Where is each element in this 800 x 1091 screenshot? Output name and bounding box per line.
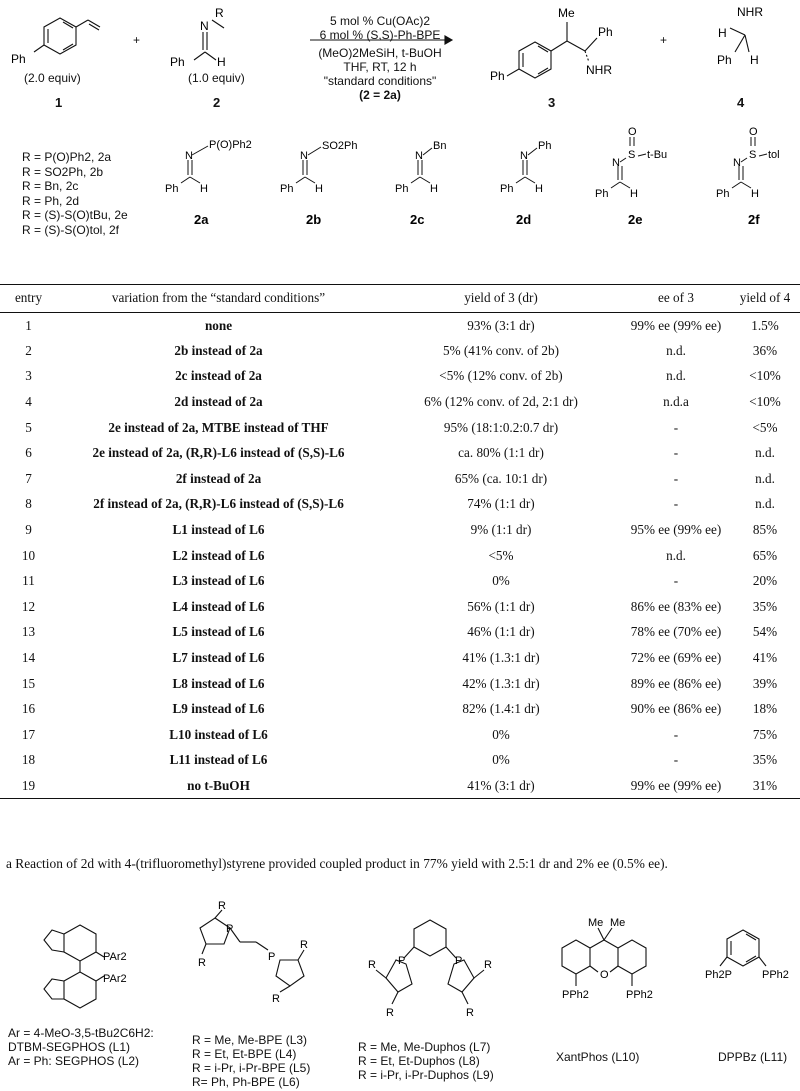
- imine-2e-sub: t-Bu: [647, 149, 668, 161]
- dppbz-label: DPPBz (L11): [718, 1050, 788, 1064]
- cell-yield: 0%: [492, 752, 510, 768]
- col-ee3: ee of 3: [622, 285, 730, 313]
- cell-ee: 86% ee (83% ee): [630, 598, 722, 614]
- cell-y4: 36%: [752, 342, 778, 358]
- r-item: R = Ph, 2d: [22, 193, 80, 208]
- table-row: [0, 389, 800, 415]
- cell-yield: 41% (3:1 dr): [380, 773, 622, 799]
- cell-y4: 35%: [752, 598, 778, 614]
- results-table: [0, 284, 800, 799]
- cell-variation: L9 instead of L6: [172, 701, 265, 717]
- cell-variation: no t-BuOH: [57, 773, 380, 799]
- imine-2f-s: S: [749, 149, 757, 161]
- cell-variation: L5 instead of L6: [172, 624, 265, 640]
- cell-ee: -: [673, 470, 679, 486]
- cell-ee: n.d.: [666, 547, 686, 563]
- table-body: [0, 313, 800, 799]
- cell-yield: 42% (1.3:1 dr): [462, 675, 540, 691]
- duphos-p1: P: [398, 955, 406, 967]
- table-row: [0, 568, 800, 594]
- cell-entry: 6: [25, 445, 32, 461]
- segphos-line: Ar = 4-MeO-3,5-tBu2C6H2:: [8, 1026, 154, 1040]
- cmpd4-ph: Ph: [717, 53, 732, 67]
- xantphos-o: O: [600, 969, 609, 981]
- xantphos-me2: Me: [610, 917, 626, 929]
- cell-variation: 2b instead of 2a: [174, 342, 263, 358]
- bpe-r3: R: [300, 939, 308, 951]
- duphos-r2: R: [386, 1007, 394, 1019]
- r-item: R = P(O)Ph2, 2a: [22, 150, 112, 164]
- cmpd2-equiv: (1.0 equiv): [188, 71, 245, 85]
- imine-2d-ph: Ph: [500, 183, 514, 195]
- cmpd2-n: N: [200, 19, 209, 33]
- cond-line-5: "standard conditions": [323, 74, 437, 88]
- imine-2c-num: 2c: [410, 212, 425, 227]
- r-item: R = (S)-S(O)tBu, 2e: [22, 208, 128, 222]
- cmpd1-equiv: (2.0 equiv): [24, 71, 81, 85]
- imine-2d-num: 2d: [516, 212, 532, 227]
- bpe-r1: R: [218, 900, 226, 912]
- imine-2f-n: N: [733, 157, 741, 169]
- cell-ee: -: [673, 573, 679, 589]
- r-item: R = SO2Ph, 2b: [22, 164, 104, 179]
- cell-entry: 4: [25, 394, 32, 410]
- cond-line-2: 6 mol % (S,S)-Ph-BPE: [319, 28, 441, 42]
- imine-2d-sub: Ph: [538, 140, 552, 152]
- cmpd2-h: H: [217, 55, 226, 69]
- col-variation: variation from the “standard conditions”: [57, 285, 380, 313]
- cmpd3-nhr: NHR: [586, 63, 612, 77]
- r-item: R = (S)-S(O)tol, 2f: [22, 222, 120, 237]
- cell-variation: 2f instead of 2a: [175, 470, 262, 486]
- segphos-line: DTBM-SEGPHOS (L1): [8, 1040, 131, 1054]
- cell-yield: <5%: [488, 547, 514, 563]
- table-row: [0, 748, 800, 774]
- segphos-line: Ar = Ph: SEGPHOS (L2): [8, 1054, 140, 1068]
- cell-y4: <5%: [752, 419, 778, 435]
- cmpd2-num: 2: [213, 95, 221, 110]
- cell-y4: n.d.: [755, 445, 775, 461]
- cmpd3-num: 3: [548, 95, 556, 110]
- cell-entry: 5: [25, 419, 32, 435]
- cell-entry: 9: [25, 522, 32, 538]
- cell-yield: 0%: [492, 573, 510, 589]
- cell-ee: 89% ee (86% ee): [630, 675, 722, 691]
- cell-y4: <10%: [749, 368, 781, 384]
- table-row: [0, 466, 800, 492]
- imine-2b-ph: Ph: [280, 183, 294, 195]
- cell-entry: 13: [21, 624, 36, 640]
- xantphos-label: XantPhos (L10): [556, 1050, 640, 1064]
- cmpd2-r: R: [215, 6, 224, 20]
- segphos-par2-bottom: PAr2: [103, 973, 127, 985]
- cell-entry: 11: [22, 573, 35, 589]
- table-header-row: [0, 285, 800, 313]
- imine-2e-ph: Ph: [595, 188, 609, 200]
- ligand-panel: [0, 900, 800, 1091]
- cell-variation: L8 instead of L6: [172, 675, 265, 691]
- bpe-line: R = i-Pr, i-Pr-BPE (L5): [192, 1061, 311, 1075]
- imine-2e-s: S: [628, 149, 636, 161]
- cell-variation: L11 instead of L6: [169, 752, 268, 768]
- cell-ee: 99% ee (99% ee): [630, 317, 722, 333]
- cell-entry: 17: [21, 726, 36, 742]
- cell-entry: 3: [25, 368, 32, 384]
- table-row: [0, 620, 800, 646]
- cell-variation: 2f instead of 2a, (R,R)-L6 instead of (S,S)-L6: [93, 496, 344, 512]
- table-row: [0, 543, 800, 569]
- cell-variation: 2e instead of 2a, MTBE instead of THF: [108, 419, 329, 435]
- imine-2f-o: O: [749, 126, 758, 138]
- cell-yield: 0%: [492, 726, 510, 742]
- table-row: [0, 594, 800, 620]
- imine-2f-sub: tol: [768, 149, 780, 161]
- cell-variation: 2d instead of 2a: [174, 394, 263, 410]
- cell-y4: 18%: [752, 701, 778, 717]
- cmpd3-me: Me: [558, 6, 575, 20]
- cell-yield: 5% (41% conv. of 2b): [443, 342, 559, 358]
- table-row: [0, 313, 800, 339]
- cell-y4: 20%: [752, 573, 778, 589]
- cell-ee: -: [673, 419, 679, 435]
- cell-entry: 12: [21, 598, 36, 614]
- bpe-p1: P: [226, 923, 234, 935]
- cell-ee: 95% ee (99% ee): [630, 522, 722, 538]
- col-yield4: yield of 4: [730, 285, 800, 313]
- imine-2f-num: 2f: [748, 212, 760, 227]
- cell-yield: 6% (12% conv. of 2d, 2:1 dr): [424, 394, 578, 410]
- imine-2c-sub: Bn: [433, 140, 447, 152]
- duphos-line: R = Et, Et-Duphos (L8): [358, 1054, 480, 1068]
- cell-entry: 15: [21, 675, 36, 691]
- segphos-labels: [8, 1026, 154, 1068]
- segphos-par2-top: PAr2: [103, 951, 127, 963]
- cmpd3-ph1: Ph: [490, 69, 505, 83]
- imine-2a-sub: P(O)Ph2: [209, 139, 252, 151]
- r-item: R = Bn, 2c: [22, 179, 79, 193]
- cell-y4: 35%: [752, 752, 778, 768]
- table-row: [0, 773, 800, 799]
- cell-yield: 65% (ca. 10:1 dr): [454, 470, 548, 486]
- duphos-p2: P: [455, 955, 463, 967]
- cell-variation: 2e instead of 2a, (R,R)-L6 instead of (S,S)-L6: [92, 445, 345, 461]
- cond-line-3: (MeO)2MeSiH, t-BuOH: [318, 46, 442, 60]
- cmpd3-ph2: Ph: [598, 25, 613, 39]
- cell-ee: n.d.a: [663, 394, 689, 410]
- xantphos-me1: Me: [588, 917, 604, 929]
- cell-ee: 78% ee (70% ee): [630, 624, 722, 640]
- bpe-r2: R: [198, 957, 206, 969]
- duphos-r3: R: [484, 959, 492, 971]
- cell-ee: -: [673, 752, 679, 768]
- table-footnote: a Reaction of 2d with 4-(trifluoromethyl)styrene provided coupled product in 77% yield with 2.5:1 dr and 2% ee (0.5% ee).: [6, 856, 668, 871]
- cell-variation: none: [204, 317, 233, 333]
- cell-yield: 56% (1:1 dr): [467, 598, 535, 614]
- cmpd4-num: 4: [737, 95, 745, 110]
- cell-y4: 41%: [752, 650, 778, 666]
- cond-line-4: THF, RT, 12 h: [343, 60, 417, 74]
- plus-2: +: [660, 33, 668, 47]
- imine-2c-h: H: [430, 183, 438, 195]
- cell-y4: n.d.: [755, 496, 775, 512]
- cell-entry: 1: [25, 317, 32, 333]
- cell-y4: 85%: [752, 522, 778, 538]
- imine-2a-n: N: [185, 150, 193, 162]
- cell-variation: L10 instead of L6: [169, 726, 268, 742]
- cell-y4: <10%: [749, 394, 781, 410]
- cmpd1-ph: Ph: [11, 52, 26, 66]
- imine-2f-h: H: [751, 188, 759, 200]
- table-row: [0, 645, 800, 671]
- xantphos-pph2-1: PPh2: [562, 989, 589, 1001]
- cell-yield: 95% (18:1:0.2:0.7 dr): [443, 419, 559, 435]
- cell-ee: -: [673, 445, 679, 461]
- imine-2e-num: 2e: [628, 212, 643, 227]
- duphos-labels: [358, 1040, 494, 1082]
- cmpd4-nhr: NHR: [737, 5, 763, 19]
- imine-2b-sub: SO2Ph: [322, 140, 358, 152]
- cell-variation: L2 instead of L6: [172, 547, 265, 563]
- cell-entry: 10: [21, 547, 36, 563]
- col-yield3: yield of 3 (dr): [380, 285, 622, 313]
- cell-variation: L4 instead of L6: [172, 598, 265, 614]
- table-row: [0, 696, 800, 722]
- cell-y4: 1.5%: [751, 317, 779, 333]
- cell-yield: 82% (1.4:1 dr): [462, 701, 540, 717]
- duphos-line: R = i-Pr, i-Pr-Duphos (L9): [358, 1068, 494, 1082]
- reaction-scheme: [0, 0, 800, 270]
- imine-2d-n: N: [520, 150, 528, 162]
- duphos-line: R = Me, Me-Duphos (L7): [358, 1040, 491, 1054]
- bpe-r4: R: [272, 993, 280, 1005]
- cell-entry: 14: [21, 650, 36, 666]
- cell-ee: -: [673, 496, 679, 512]
- cell-variation: L3 instead of L6: [172, 573, 265, 589]
- cell-y4: 39%: [752, 675, 778, 691]
- cmpd4-h2: H: [750, 53, 759, 67]
- bpe-line: R = Me, Me-BPE (L3): [192, 1033, 308, 1047]
- cell-variation: L7 instead of L6: [172, 650, 265, 666]
- cond-line-6: (2 = 2a): [359, 88, 401, 102]
- cell-variation: 2c instead of 2a: [175, 368, 262, 384]
- cell-yield: 46% (1:1 dr): [467, 624, 535, 640]
- imine-2f-ph: Ph: [716, 188, 730, 200]
- cmpd1-num: 1: [55, 95, 63, 110]
- cell-entry: 8: [25, 496, 32, 512]
- imine-2a-num: 2a: [194, 212, 209, 227]
- cell-y4: 54%: [752, 624, 778, 640]
- imine-2e-n: N: [612, 157, 620, 169]
- duphos-r4: R: [466, 1007, 474, 1019]
- imine-2b-n: N: [300, 150, 308, 162]
- col-entry: entry: [0, 285, 57, 313]
- cell-ee: n.d.: [666, 368, 686, 384]
- cell-yield: 74% (1:1 dr): [467, 496, 535, 512]
- table-row: [0, 722, 800, 748]
- imine-2b-num: 2b: [306, 212, 322, 227]
- cell-ee: n.d.: [666, 342, 686, 358]
- imine-2c-ph: Ph: [395, 183, 409, 195]
- cell-yield: <5% (12% conv. of 2b): [439, 368, 563, 384]
- bpe-p2: P: [268, 951, 276, 963]
- cell-yield: 93% (3:1 dr): [467, 317, 535, 333]
- plus-1: +: [133, 33, 141, 47]
- cell-y4: 31%: [730, 773, 800, 799]
- bpe-line: R= Ph, Ph-BPE (L6): [192, 1075, 300, 1089]
- table-row: [0, 492, 800, 518]
- cmpd4-h1: H: [718, 26, 727, 40]
- dppbz-pph2: PPh2: [762, 969, 789, 981]
- cell-entry: 2: [25, 342, 32, 358]
- imine-2a-ph: Ph: [165, 183, 179, 195]
- cell-y4: 65%: [752, 547, 778, 563]
- cell-yield: 41% (1.3:1 dr): [462, 650, 540, 666]
- xantphos-pph2-2: PPh2: [626, 989, 653, 1001]
- cell-y4: n.d.: [755, 470, 775, 486]
- duphos-r1: R: [368, 959, 376, 971]
- imine-2d-h: H: [535, 183, 543, 195]
- imine-2e-h: H: [630, 188, 638, 200]
- imine-2e-o: O: [628, 126, 637, 138]
- cell-entry: 18: [21, 752, 36, 768]
- cond-line-1: 5 mol % Cu(OAc)2: [329, 14, 431, 28]
- table-row: [0, 364, 800, 390]
- cell-entry: 19: [0, 773, 57, 799]
- cell-ee: 99% ee (99% ee): [622, 773, 730, 799]
- table-row: [0, 517, 800, 543]
- table-row: [0, 671, 800, 697]
- imine-2c-n: N: [415, 150, 423, 162]
- cell-ee: -: [673, 726, 679, 742]
- table-row: [0, 440, 800, 466]
- imine-structures: [0, 0, 800, 270]
- cell-entry: 16: [21, 701, 36, 717]
- imine-2b-h: H: [315, 183, 323, 195]
- bpe-labels: [192, 1033, 310, 1089]
- cell-ee: 90% ee (86% ee): [630, 701, 722, 717]
- cell-ee: 72% ee (69% ee): [630, 650, 722, 666]
- cell-yield: 9% (1:1 dr): [470, 522, 532, 538]
- bpe-line: R = Et, Et-BPE (L4): [192, 1047, 297, 1061]
- cell-yield: ca. 80% (1:1 dr): [458, 445, 544, 461]
- cmpd2-ph: Ph: [170, 55, 185, 69]
- cell-entry: 7: [25, 470, 32, 486]
- cell-y4: 75%: [752, 726, 778, 742]
- dppbz-ph2p: Ph2P: [705, 969, 732, 981]
- table-row: [0, 415, 800, 441]
- cell-variation: L1 instead of L6: [172, 522, 265, 538]
- table-row: [0, 338, 800, 364]
- imine-2a-h: H: [200, 183, 208, 195]
